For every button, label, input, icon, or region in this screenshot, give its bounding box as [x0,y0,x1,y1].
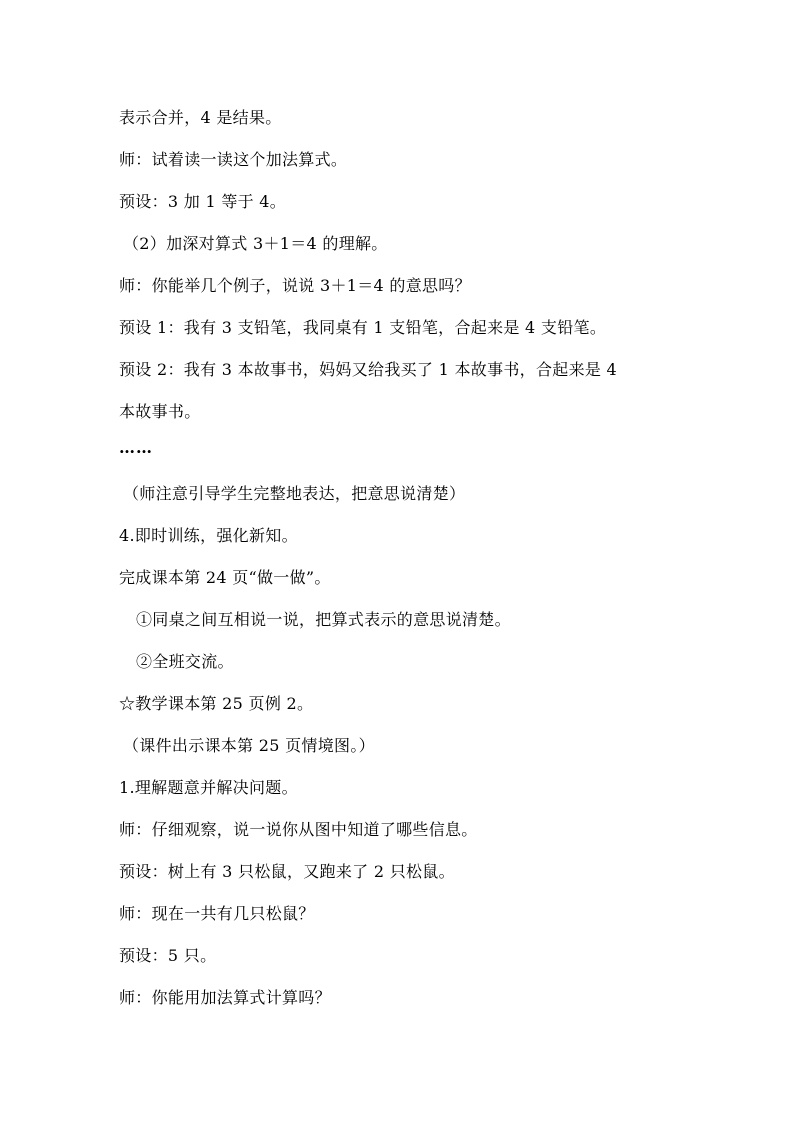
text-line-1: 表示合并，4 是结果。 [119,108,282,127]
text-line-15: ☆教学课本第 25 页例 2。 [119,694,314,713]
text-line-3: 预设：3 加 1 等于 4。 [119,192,287,211]
text-line-5: 师：你能举几个例子，说说 3＋1＝4 的意思吗？ [119,276,471,295]
text-line-10: （师注意引导学生完整地表达，把意思说清楚） [123,484,466,503]
text-line-2: 师：试着读一读这个加法算式。 [119,150,348,169]
text-line-6: 预设 1：我有 3 支铅笔，我同桌有 1 支铅笔，合起来是 4 支铅笔。 [119,318,607,337]
text-line-22: 师：你能用加法算式计算吗？ [119,988,331,1007]
text-line-14: ②全班交流。 [136,652,234,671]
text-line-12: 完成课本第 24 页“做一做”。 [119,568,331,587]
text-line-7: 预设 2：我有 3 本故事书，妈妈又给我买了 1 本故事书，合起来是 4 [119,360,618,379]
text-line-20: 师：现在一共有几只松鼠？ [119,904,315,923]
text-line-18: 师：仔细观察，说一说你从图中知道了哪些信息。 [119,820,478,839]
text-line-21: 预设：5 只。 [119,946,217,965]
text-line-11: 4.即时训练，强化新知。 [119,526,298,545]
text-line-16: （课件出示课本第 25 页情境图。） [123,736,375,755]
text-line-13: ①同桌之间互相说一说，把算式表示的意思说清楚。 [136,610,511,629]
text-line-4: （2）加深对算式 3＋1＝4 的理解。 [123,234,388,253]
text-line-19: 预设：树上有 3 只松鼠，又跑来了 2 只松鼠。 [119,862,455,881]
text-line-17: 1.理解题意并解决问题。 [119,778,298,797]
ellipsis-line: …… [119,438,153,457]
text-line-8: 本故事书。 [119,402,201,421]
